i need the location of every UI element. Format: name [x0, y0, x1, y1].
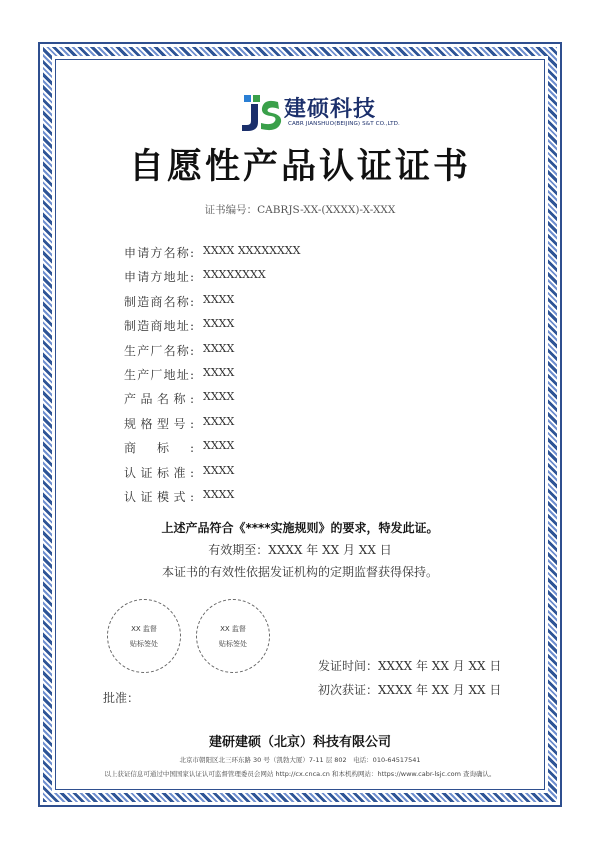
logo-english-name: CABR JIANSHUO(BEIJING) S&T CO.,LTD. [288, 121, 400, 127]
field-row [124, 317, 235, 334]
field-row [124, 268, 266, 285]
compliance-statement: 上述产品符合《****实施规则》的要求，特发此证。 [161, 521, 439, 535]
field-value: XXXX [203, 463, 235, 477]
field-value: XXXX [203, 439, 235, 453]
seal-line-2: 贴标签处 [130, 640, 158, 648]
field-label: 认证标准: [124, 465, 194, 480]
company-logo [238, 92, 408, 134]
validity-date: 有效期至：XXXX 年 XX 月 XX 日 [208, 543, 392, 557]
field-row [124, 414, 235, 431]
seal-placeholder-1 [107, 599, 181, 673]
verification-note: 以上获证信息可通过中国国家认证认可监督管理委员会网站 http://cx.cnca.cn 和本机构网站：https://www.cabr-lsjc.com 查询确认。 [104, 770, 496, 778]
certificate-title: 自愿性产品认证证书 [128, 147, 471, 187]
field-row [124, 366, 235, 382]
field-value: XXXX [203, 366, 235, 379]
logo-mark-icon [238, 92, 284, 134]
validity-note: 本证书的有效性依据发证机构的定期监督获得保持。 [161, 565, 438, 579]
field-value: XXXX [203, 317, 235, 331]
logo-chinese-name: 建硕科技 [284, 97, 377, 122]
company-address: 北京市朝阳区北三环东路 30 号（凯勃大厦）7-11 层 802 电话：010-64517541 [179, 756, 421, 764]
seal-line-1: XX 监督 [131, 625, 157, 633]
field-label: 制造商地址: [124, 319, 194, 334]
field-label: 申请方地址: [124, 270, 194, 285]
seal-line-1: XX 监督 [220, 625, 246, 633]
field-value: XXXX XXXXXXXX [203, 244, 301, 257]
field-row [124, 439, 235, 456]
seal-placeholder-2 [196, 599, 270, 673]
field-row [124, 390, 235, 407]
field-label: 生产厂地址: [124, 368, 194, 382]
field-label: 规格型号: [124, 416, 194, 431]
field-label: 认证模式: [124, 490, 194, 504]
field-row [124, 292, 235, 309]
field-value: XXXX [203, 292, 235, 306]
field-value: XXXX [203, 488, 235, 501]
seal-line-2: 贴标签处 [219, 640, 247, 648]
field-row [124, 341, 235, 358]
field-row [124, 463, 235, 480]
issuing-company: 建研建硕（北京）科技有限公司 [208, 735, 391, 750]
certificate-number: 证书编号：CABRJS-XX-(XXXX)-X-XXX [204, 204, 396, 216]
field-value: XXXX [203, 414, 235, 428]
field-label: 制造商名称: [124, 294, 194, 309]
field-row [124, 488, 235, 504]
field-value: XXXX [203, 390, 235, 404]
field-label: 商标: [124, 441, 194, 456]
field-value: XXXX [203, 341, 235, 355]
issue-date: 发证时间：XXXX 年 XX 月 XX 日 [318, 659, 502, 673]
field-row [124, 244, 301, 260]
field-label: 生产厂名称: [124, 343, 194, 358]
field-value: XXXXXXXX [203, 268, 266, 282]
field-label: 申请方名称: [124, 246, 194, 260]
approval-label: 批准： [103, 691, 140, 705]
field-label: 产品名称: [124, 392, 194, 407]
first-issue-date: 初次获证：XXXX 年 XX 月 XX 日 [318, 683, 502, 697]
